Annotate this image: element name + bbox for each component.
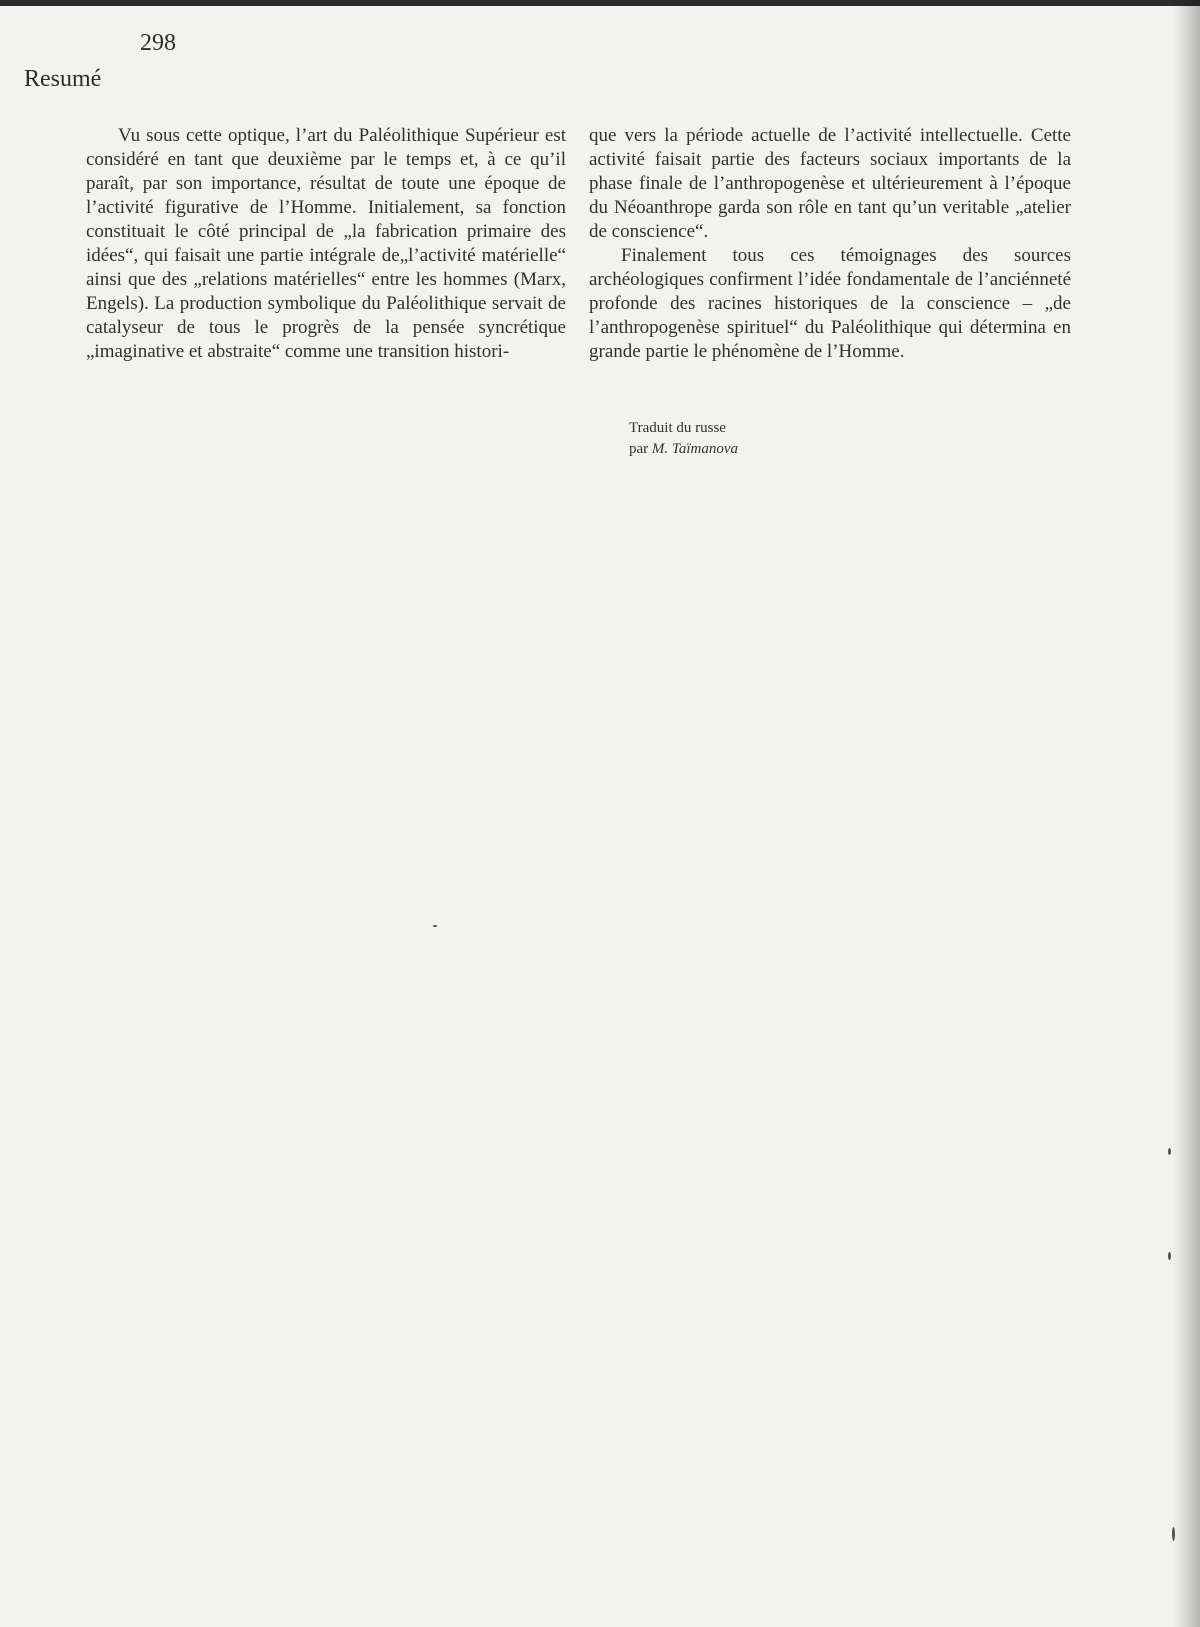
page-number: 298 bbox=[140, 30, 176, 56]
right-scan-shadow bbox=[1172, 0, 1200, 1627]
section-title: Resumé bbox=[24, 66, 102, 92]
translator-prefix: par bbox=[629, 441, 649, 457]
translator-name: M. Taïmanova bbox=[651, 441, 739, 457]
right-paragraph-2: Finalement tous ces témoignages des sources archéologiques confirment l’idée fondamentale de l’anciénneté profonde des racines historiques de la conscience – „de l’anthropogenèse spirituel“ du Paléolithique qui détermina en grande partie le phénomène de l’Homme. bbox=[589, 245, 1071, 362]
translation-credit-line: Traduit du russe bbox=[629, 420, 726, 436]
scan-speck bbox=[1168, 1148, 1171, 1155]
scan-speck bbox=[1168, 1252, 1171, 1260]
right-paragraph-1: que vers la période actuelle de l’activité intellectuelle. Cette activité faisait partie des facteurs sociaux importants de la phase finale de l’anthropogenèse et ultérieurement à l’époque du Néoanthrope garda son rôle en tant qu’un veritable „atelier de conscience“. bbox=[589, 125, 1071, 242]
scan-speck bbox=[433, 925, 437, 927]
right-column bbox=[589, 124, 1071, 364]
scan-speck bbox=[1172, 1527, 1175, 1541]
left-column bbox=[86, 124, 566, 364]
translation-credit bbox=[629, 418, 738, 460]
left-paragraph-1: Vu sous cette optique, l’art du Paléolithique Supérieur est considéré en tant que deuxième par le temps et, à ce qu’il paraît, par son importance, résultat de toute une époque de l’activité figurative de l’Homme. Initialement, sa fonction constituait le côté principal de „la fabrication primaire des idées“, qui faisait une partie intégrale de„l’activité matérielle“ ainsi que des „relations matérielles“ entre les hommes (Marx, Engels). La production symbolique du Paléolithique servait de catalyseur de tous le progrès de la pensée syncrétique „imaginative et abstraite“ comme une transition histori- bbox=[86, 125, 566, 362]
top-scan-edge bbox=[0, 0, 1200, 6]
translator-line bbox=[629, 439, 738, 460]
